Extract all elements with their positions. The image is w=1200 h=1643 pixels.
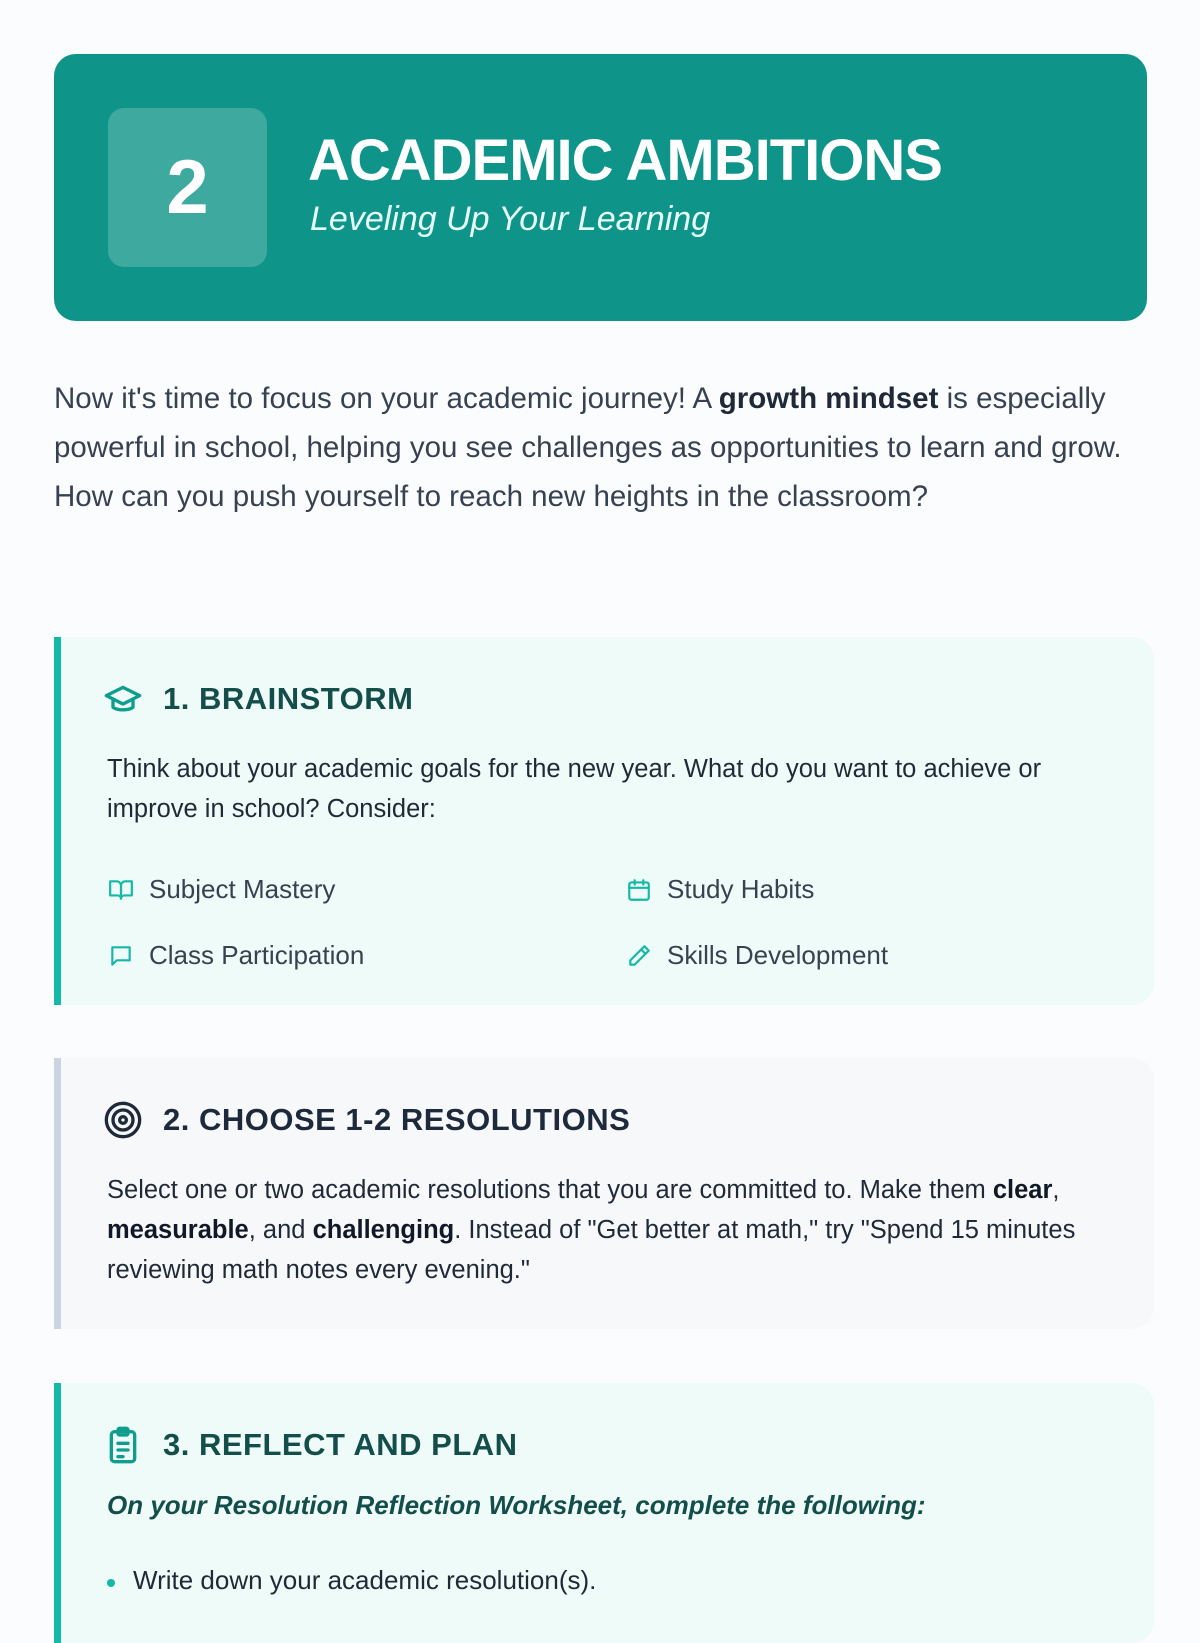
section-number-badge	[108, 108, 267, 267]
option-label: Study Habits	[667, 874, 815, 904]
reflect-title: 3. REFLECT AND PLAN	[163, 1427, 518, 1462]
reflect-heading	[101, 1423, 518, 1467]
section-title: ACADEMIC AMBITIONS	[308, 128, 942, 193]
choose-text	[107, 1170, 1117, 1290]
intro-paragraph	[54, 374, 1154, 521]
target-icon	[101, 1098, 145, 1142]
book-icon	[107, 876, 135, 904]
emphasis-challenging: challenging	[312, 1216, 455, 1244]
section-subtitle: Leveling Up Your Learning	[310, 200, 711, 238]
choose-text-part: Select one or two academic resolutions that you are committed to. Make them	[107, 1176, 993, 1204]
section-header-banner	[54, 54, 1147, 321]
clipboard-icon	[101, 1423, 145, 1467]
reflect-plan-card	[54, 1383, 1154, 1643]
calendar-icon	[625, 876, 653, 904]
chat-bubble-icon	[107, 942, 135, 970]
option-label: Class Participation	[149, 940, 365, 970]
option-study-habits	[625, 874, 814, 905]
graduation-cap-icon	[101, 677, 145, 721]
option-class-participation	[107, 940, 364, 971]
choose-text-part: , and	[248, 1216, 313, 1244]
emphasis-measurable: measurable	[107, 1216, 249, 1244]
choose-text-part: ,	[1052, 1176, 1060, 1204]
brainstorm-text: Think about your academic goals for the new year. What do you want to achieve or improve in school? Consider:	[107, 755, 1042, 823]
reflect-lead-text: On your Resolution Reflection Worksheet, complete the following:	[107, 1490, 926, 1520]
intro-text: Now it's time to focus on your academic journey! A	[54, 382, 719, 415]
reflect-bullet-list	[107, 1565, 596, 1596]
option-subject-mastery	[107, 874, 335, 905]
choose-title: 2. CHOOSE 1-2 RESOLUTIONS	[163, 1102, 631, 1137]
choose-text-part: . Instead of "Get better at math," try "Spend 15 minutes reviewing math notes every evening."	[107, 1216, 1076, 1284]
section-number: 2	[166, 145, 209, 230]
list-item: Write down your academic resolution(s).	[107, 1565, 596, 1596]
brainstorm-card	[54, 637, 1154, 1005]
emphasis-clear: clear	[992, 1176, 1053, 1204]
brainstorm-title: 1. BRAINSTORM	[163, 681, 414, 716]
choose-resolutions-card	[54, 1058, 1154, 1329]
option-label: Subject Mastery	[149, 874, 336, 904]
option-label: Skills Development	[667, 940, 889, 970]
option-skills-development	[625, 940, 888, 971]
choose-heading	[101, 1098, 630, 1142]
intro-emphasis: growth mindset	[718, 382, 939, 415]
intro-text-continued: is especially powerful in school, helping you see challenges as opportunities to learn and grow. How can you push yourself to reach new heights in the classroom?	[54, 382, 1122, 513]
brainstorm-heading	[101, 677, 414, 721]
pencil-icon	[625, 942, 653, 970]
